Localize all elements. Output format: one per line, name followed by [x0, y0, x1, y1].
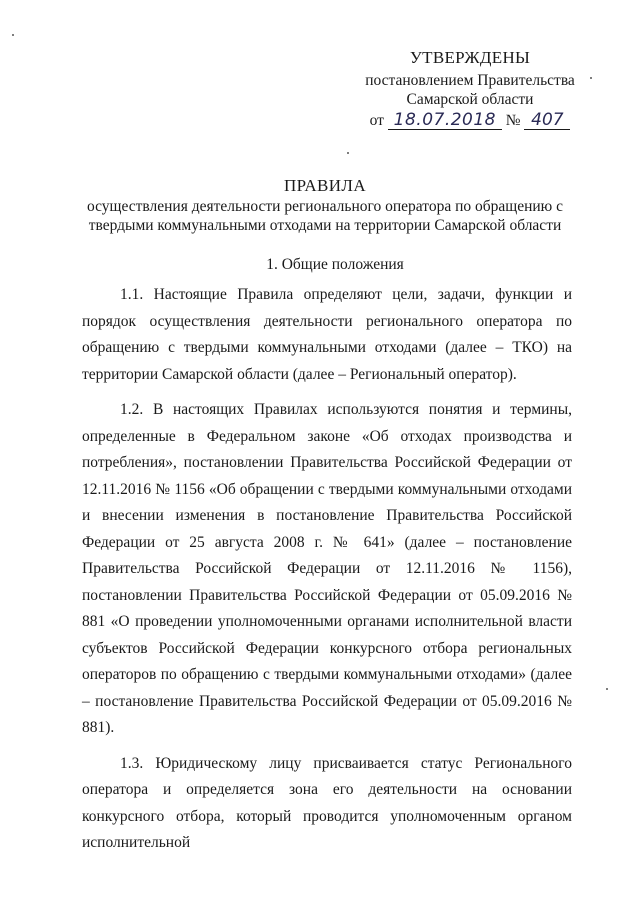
- section-heading: 1. Общие положения: [266, 256, 404, 273]
- approval-block: [360, 48, 580, 130]
- handwritten-number: 407: [524, 112, 570, 130]
- number-sign: №: [505, 112, 521, 129]
- paragraph-1-1: 1.1. Настоящие Правила определяют цели, задачи, функции и порядок осуществления деятельности регионального оператора по обращению с твердыми коммунальными отходами (далее – ТКО) на территории Самарской области (далее – Региональный оператор).: [82, 286, 572, 383]
- title-block: [60, 176, 590, 235]
- scan-speck: [12, 34, 14, 36]
- paragraph-1-2: 1.2. В настоящих Правилах используются понятия и термины, определенные в Федеральном законе «Об отходах производства и потребления», постановлении Правительства Российской Федерации от 12.11.2016 № 1156 «Об обращении с твердыми коммунальными отходами и внесении изменения в постановление Правительства Российской Федерации от 25 августа 2008 г. № 641» (далее – постановление Правительства Российской Федерации от 12.11.2016 № 1156), постановлении Правительства Российской Федерации от 05.09.2016 № 881 «О проведении уполномоченными органами исполнительной власти субъектов Российской Федерации конкурсного отбора региональных операторов по обращению с твердыми коммунальными отходами» (далее – постановление Правительства Российской Федерации от 05.09.2016 № 881).: [82, 401, 572, 736]
- handwritten-date: 18.07.2018: [388, 112, 502, 130]
- approval-line-2: Самарской области: [406, 91, 534, 108]
- document-subtitle-line-2: твердыми коммунальными отходами на территории Самарской области: [88, 217, 562, 234]
- document-subtitle-line-1: осуществления деятельности регионального оператора по обращению с: [86, 198, 564, 215]
- document-title: ПРАВИЛА: [283, 176, 367, 195]
- paragraph-1-3: 1.3. Юридическому лицу присваивается статус Регионального оператора и определяется зона его деятельности на основании конкурсного отбора, который проводится уполномоченным органом исполнительной: [82, 754, 572, 851]
- scan-speck: [590, 77, 592, 79]
- approval-line-1: постановлением Правительства: [365, 72, 575, 89]
- body-text: [82, 282, 572, 866]
- scan-speck: [347, 152, 349, 154]
- approved-heading: УТВЕРЖДЕНЫ: [409, 48, 531, 67]
- approval-dateline: [360, 111, 580, 130]
- scan-speck: [606, 688, 608, 690]
- date-prefix: от: [369, 112, 384, 129]
